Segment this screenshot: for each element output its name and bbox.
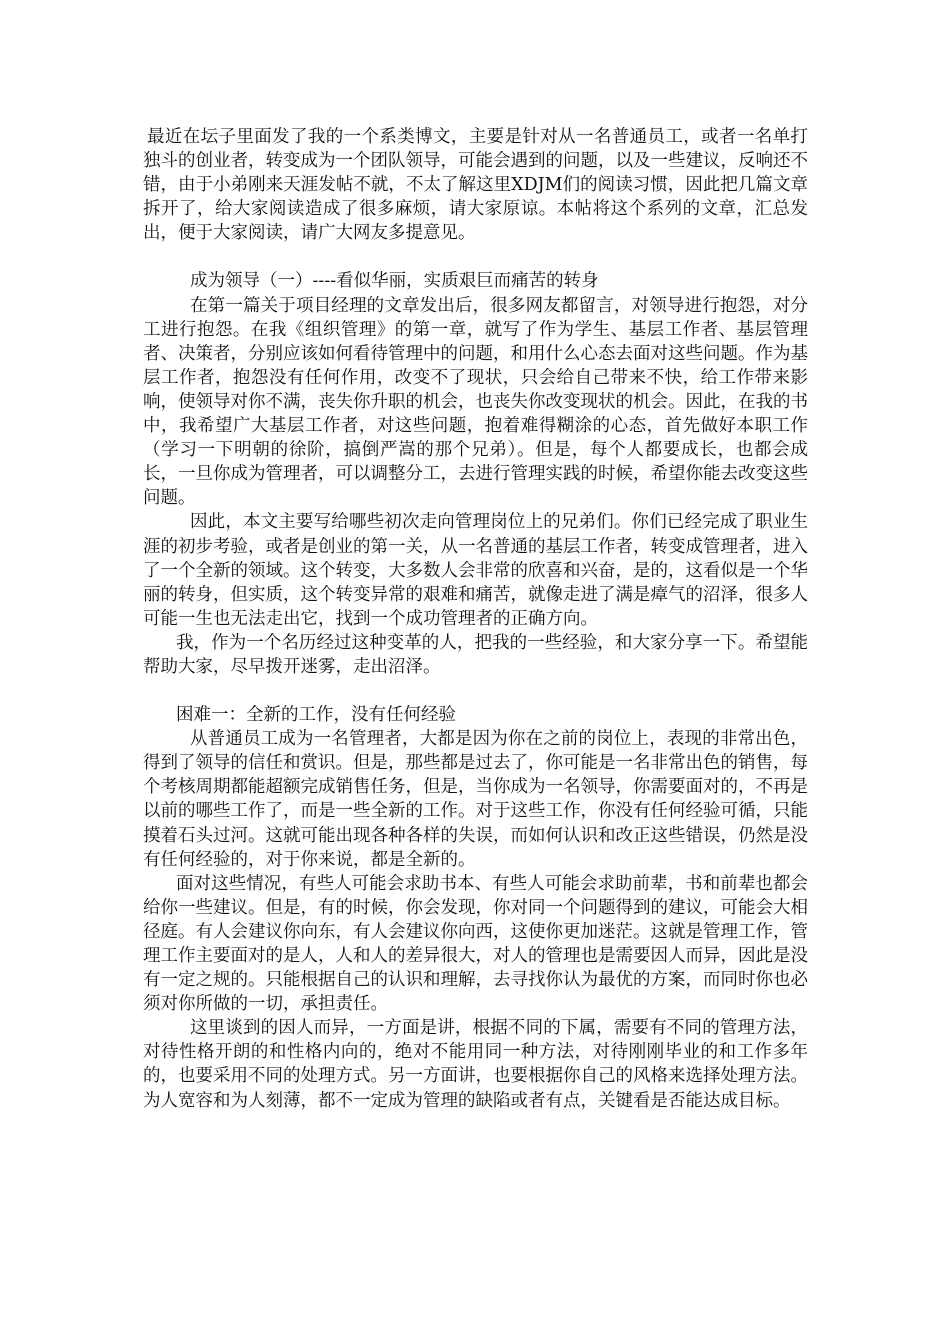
section1-paragraph-3: 我，作为一个名历经过这种变革的人，把我的一些经验，和大家分享一下。希望能帮助大家，尽早拨开迷雾，走出沼泽。	[143, 632, 808, 677]
section2-title: 困难一：全新的工作，没有任何经验	[176, 705, 456, 726]
section1-paragraph-2: 因此，本文主要写给哪些初次走向管理岗位上的兄弟们。你们已经完成了职业生涯的初步考验，或者是创业的第一关，从一名普通的基层工作者，转变成管理者，进入了一个全新的领域。这个转变，大多数人会非常的欣喜和兴奋，是的，这看似是一个华丽的转身，但实质，这个转变异常的艰难和痛苦，就像走进了满是瘴气的沼泽，很多人可能一生也无法走出它，找到一个成功管理者的正确方向。	[143, 512, 808, 629]
section2-paragraph-1: 从普通员工成为一名管理者，大都是因为你在之前的岗位上，表现的非常出色，得到了领导的信任和赏识。但是，那些都是过去了，你可能是一名非常出色的销售，每个考核周期都能超额完成销售任务，但是，当你成为一名领导，你需要面对的，不再是以前的哪些工作了，而是一些全新的工作。对于这些工作，你没有任何经验可循，只能摸着石头过河。这就可能出现各种各样的失误，而如何认识和改正这些错误，仍然是没有任何经验的，对于你来说，都是全新的。	[143, 729, 808, 870]
section2-paragraph-3: 这里谈到的因人而异，一方面是讲，根据不同的下属，需要有不同的管理方法，对待性格开朗的和性格内向的，绝对不能用同一种方法，对待刚刚毕业的和工作多年的，也要采用不同的处理方式。另一方面讲，也要根据你自己的风格来选择处理方法。为人宽容和为人刻薄，都不一定成为管理的缺陷或者有点，关键看是否能达成目标。	[143, 1018, 808, 1111]
intro-paragraph: 最近在坛子里面发了我的一个系类博文，主要是针对从一名普通员工，或者一名单打独斗的创业者，转变成为一个团队领导，可能会遇到的问题，以及一些建议，反响还不错，由于小弟刚来天涯发帖不就，不太了解这里XDJM们的阅读习惯，因此把几篇文章拆开了，给大家阅读造成了很多麻烦，请大家原谅。本帖将这个系列的文章，汇总发出，便于大家阅读，请广大网友多提意见。	[143, 127, 808, 244]
spacer	[143, 245, 808, 269]
section1-paragraph-1: 在第一篇关于项目经理的文章发出后，很多网友都留言，对领导进行抱怨，对分工进行抱怨。在我《组织管理》的第一章，就写了作为学生、基层工作者、基层管理者、决策者，分别应该如何看待管理中的问题，和用什么心态去面对这些问题。作为基层工作者，抱怨没有任何作用，改变不了现状，只会给自己带来不快，给工作带来影响，使领导对你不满，丧失你升职的机会，也丧失你改变现状的机会。因此，在我的书中，我希望广大基层工作者，对这些问题，抱着难得糊涂的心态，首先做好本职工作（学习一下明朝的徐阶，搞倒严嵩的那个兄弟）。但是，每个人都要成长，也都会成长，一旦你成为管理者，可以调整分工，去进行管理实践的时候，希望你能去改变这些问题。	[143, 295, 808, 509]
section2-paragraph-2: 面对这些情况，有些人可能会求助书本、有些人可能会求助前辈，书和前辈也都会给你一些建议。但是，有的时候，你会发现，你对同一个问题得到的建议，可能会大相径庭。有人会建议你向东，有人会建议你向西，这使你更加迷茫。这就是管理工作，管理工作主要面对的是人，人和人的差异很大，对人的管理也是需要因人而异，因此是没有一定之规的。只能根据自己的认识和理解，去寻找你认为最优的方案，而同时你也必须对你所做的一切，承担责任。	[143, 873, 808, 1015]
section1-title: 成为领导（一）----看似华丽，实质艰巨而痛苦的转身	[190, 271, 599, 292]
document-page	[143, 125, 808, 1113]
spacer	[143, 679, 808, 703]
